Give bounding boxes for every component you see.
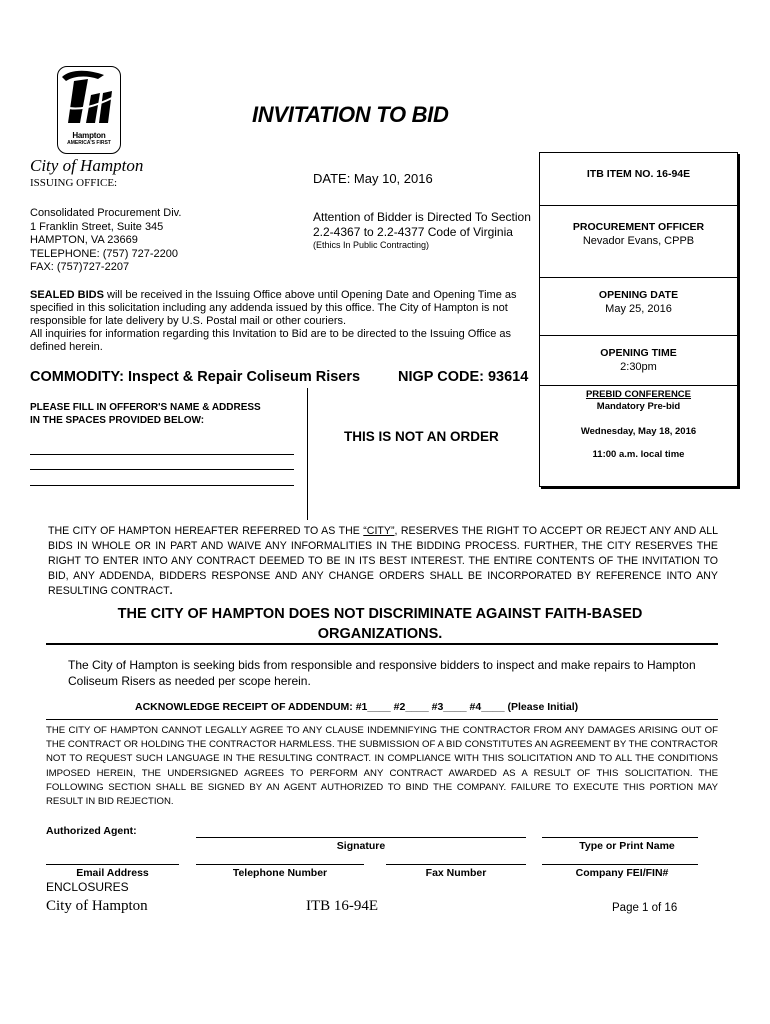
footer-itb-number: ITB 16-94E <box>306 898 379 914</box>
address-line: 1 Franklin Street, Suite 345 <box>30 220 164 233</box>
addendum-acknowledgement: ACKNOWLEDGE RECEIPT OF ADDENDUM: #1____ #2____ #3____ #4____ (Please Initial) <box>135 701 579 713</box>
fax-line-field[interactable] <box>386 864 526 865</box>
issuer-city: City of Hampton <box>30 156 144 175</box>
sealed-bids-text: will be received in the Issuing Office above until Opening Date and Opening Time as specified in this solicitation including any addenda issued by this office. The City of Hampton is not responsible for late delivery by U.S. Postal mail or other couriers. <box>30 289 517 327</box>
prebid-date: Wednesday, May 18, 2016 <box>580 426 697 437</box>
opening-date-label: OPENING DATE <box>598 289 679 301</box>
enclosures-label: ENCLOSURES <box>46 880 129 894</box>
info-separator <box>540 385 737 386</box>
opening-date: May 25, 2016 <box>605 303 672 315</box>
signature-line[interactable] <box>196 837 526 838</box>
attention-notice <box>313 210 531 239</box>
offeror-address-line[interactable] <box>30 469 294 470</box>
authorized-agent-label: Authorized Agent: <box>46 825 137 837</box>
opening-time-label: OPENING TIME <box>600 347 677 359</box>
inquiries-text: All inquiries for information regarding this Invitation to Bid are to be directed to the Issuing Office as defined herein. <box>30 328 511 353</box>
ethics-note: (Ethics In Public Contracting) <box>313 240 430 250</box>
indemnification-clause: THE CITY OF HAMPTON CANNOT LEGALLY AGREE TO ANY CLAUSE INDEMNIFYING THE CONTRACTOR FROM ANY DAMAGES ARISING OUT OF THE CONTRACT OR HOLDING THE CONTRACTOR HARMLESS. THE SUBMISSION OF A BID CONSTITUTES AN AGREEMENT BY THE CONTRACTOR NOT TO REQUEST SUCH LANGUAGE IN THE RESULTING CONTRACT. IN COMPLIANCE WITH THIS SOLICITATION AND TO ALL THE CONDITIONS IMPOSED HEREIN, THE UNDERSIGNED AGREES TO PERFORM ANY CONTRACT AWARDED AS A RESULT OF THIS SOLICITATION. THE FOLLOWING SECTION SHALL BE SIGNED BY AN AGENT AUTHORIZED TO BIND THE COMPANY. FAILURE TO EXECUTE THIS PORTION MAY RESULT IN BID REJECTION. <box>46 725 718 808</box>
disclaimer-text: , RESERVES THE RIGHT TO ACCEPT OR REJECT ANY AND ALL BIDS IN WHOLE OR IN PART AND WAIVE ANY INFORMALITIES IN THE BIDDING PROCESS. FURTHER, THE CITY RESERVES THE RIGHT TO ENTER INTO ANY CONTRACT DEEMED TO BE IN ITS BEST INTEREST. THE ENTIRE CONTENTS OF THE INVITATION TO BID, ANY ADDENDA, BIDDERS RESPONSE AND ANY CHANGE ORDERS SHALL BE INCORPORATED BY REFERENCE INTO ANY RESULTING CONTRACT <box>48 525 718 597</box>
info-separator <box>540 277 737 278</box>
hampton-logo-icon <box>58 67 120 131</box>
footer-city: City of Hampton <box>46 898 148 914</box>
type-name-label: Type or Print Name <box>579 840 675 852</box>
issuing-office-label: ISSUING OFFICE: <box>30 177 118 189</box>
attention-line: 2.2-4367 to 2.2-4377 Code of Virginia <box>313 224 513 239</box>
prebid-time: 11:00 a.m. local time <box>592 449 685 460</box>
email-label: Email Address <box>76 867 149 879</box>
itb-item-number: ITB ITEM NO. 16-94E <box>586 168 691 180</box>
section-rule <box>46 719 718 720</box>
issue-date: DATE: May 10, 2016 <box>313 171 433 186</box>
procurement-officer-label: PROCUREMENT OFFICER <box>572 221 705 233</box>
city-term: “CITY” <box>363 525 395 537</box>
page-number: Page 1 of 16 <box>612 902 678 914</box>
rights-disclaimer <box>48 524 718 599</box>
section-divider <box>307 388 308 520</box>
logo-wordmark: Hampton <box>72 131 106 140</box>
procurement-officer-name: Nevador Evans, CPPB <box>582 235 695 247</box>
issuing-office-address <box>30 207 181 275</box>
sealed-bids-paragraph <box>30 289 540 354</box>
city-logo <box>57 66 121 154</box>
instruction-line: IN THE SPACES PROVIDED BELOW: <box>30 414 205 426</box>
telephone-line: TELEPHONE: (757) 727-2200 <box>30 247 178 260</box>
logo-tagline: AMERICA'S FIRST <box>67 140 111 146</box>
disclaimer-period: . <box>169 585 173 597</box>
fax-label: Fax Number <box>425 867 487 879</box>
print-name-line[interactable] <box>542 837 698 838</box>
not-an-order-notice: THIS IS NOT AN ORDER <box>344 429 499 444</box>
fein-label: Company FEI/FIN# <box>575 867 669 879</box>
address-line: HAMPTON, VA 23669 <box>30 234 138 246</box>
offeror-address-line[interactable] <box>30 485 294 486</box>
fein-line[interactable] <box>542 864 698 865</box>
fax-line: FAX: (757)727-2207 <box>30 261 130 273</box>
page-title: INVITATION TO BID <box>252 102 449 127</box>
scope-summary: The City of Hampton is seeking bids from responsible and responsive bidders to inspect and make repairs to Hampton Coliseum Risers as needed per scope herein. <box>68 658 696 688</box>
offeror-instructions <box>30 402 261 427</box>
telephone-line-field[interactable] <box>196 864 364 865</box>
offeror-name-line[interactable] <box>30 454 294 455</box>
nigp-code: NIGP CODE: 93614 <box>398 369 529 385</box>
opening-time: 2:30pm <box>620 361 657 373</box>
sealed-bids-label: SEALED BIDS <box>30 289 104 301</box>
prebid-type: Mandatory Pre-bid <box>596 401 681 412</box>
attention-line: Attention of Bidder is Directed To Section <box>313 210 531 224</box>
instruction-line: PLEASE FILL IN OFFEROR'S NAME & ADDRESS <box>30 402 261 413</box>
faith-based-statement: THE CITY OF HAMPTON DOES NOT DISCRIMINATE AGAINST FAITH-BASED ORGANIZATIONS. <box>117 606 643 642</box>
signature-label: Signature <box>336 840 386 852</box>
prebid-conference-label: PREBID CONFERENCE <box>585 389 692 400</box>
telephone-label: Telephone Number <box>232 867 328 879</box>
itb-info-box <box>539 152 738 487</box>
disclaimer-text: THE CITY OF HAMPTON HEREAFTER REFERRED TO AS THE <box>48 525 364 537</box>
info-separator <box>540 205 737 206</box>
commodity: COMMODITY: Inspect & Repair Coliseum Risers <box>30 369 361 385</box>
info-separator <box>540 335 737 336</box>
section-rule <box>46 643 718 645</box>
email-line[interactable] <box>46 864 179 865</box>
address-line: Consolidated Procurement Div. <box>30 207 182 219</box>
